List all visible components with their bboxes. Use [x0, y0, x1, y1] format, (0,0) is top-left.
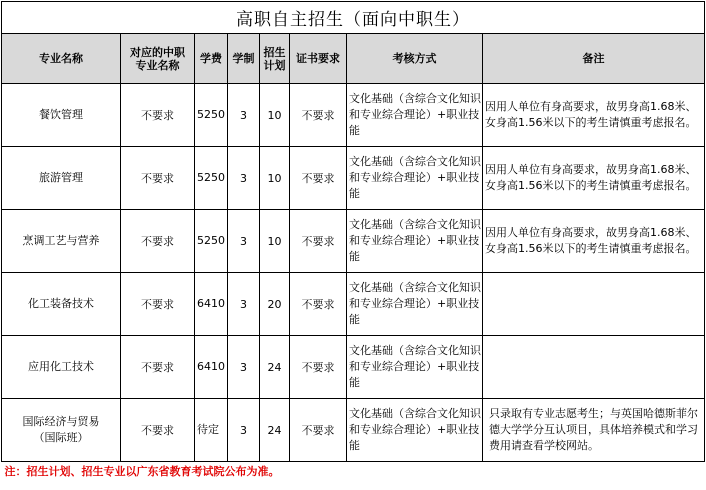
- cell-exam: 文化基础（含综合文化知识和专业综合理论）+职业技能: [347, 147, 483, 210]
- cell-corresponding: 不要求: [121, 273, 195, 336]
- header-major: 专业名称: [2, 34, 121, 84]
- cell-years: 3: [228, 273, 260, 336]
- cell-certificate: 不要求: [290, 399, 347, 462]
- header-years: 学制: [228, 34, 260, 84]
- cell-exam: 文化基础（含综合文化知识和专业综合理论）+职业技能: [347, 273, 483, 336]
- header-certificate: 证书要求: [290, 34, 347, 84]
- cell-certificate: 不要求: [290, 210, 347, 273]
- cell-certificate: 不要求: [290, 147, 347, 210]
- cell-remarks: [483, 273, 705, 336]
- cell-plan: 20: [260, 273, 290, 336]
- cell-years: 3: [228, 147, 260, 210]
- cell-fee: 6410: [195, 273, 228, 336]
- cell-major: 应用化工技术: [2, 336, 121, 399]
- cell-exam: 文化基础（含综合文化知识和专业综合理论）+职业技能: [347, 210, 483, 273]
- cell-certificate: 不要求: [290, 336, 347, 399]
- cell-major: 化工装备技术: [2, 273, 121, 336]
- header-corresponding: 对应的中职专业名称: [121, 34, 195, 84]
- cell-plan: 24: [260, 399, 290, 462]
- header-row: [2, 34, 705, 84]
- table-row: [2, 273, 705, 336]
- spreadsheet-view: [1, 1, 704, 480]
- cell-years: 3: [228, 84, 260, 147]
- cell-certificate: 不要求: [290, 273, 347, 336]
- cell-fee: 待定: [195, 399, 228, 462]
- cell-major: 餐饮管理: [2, 84, 121, 147]
- cell-exam: 文化基础（含综合文化知识和专业综合理论）+职业技能: [347, 84, 483, 147]
- cell-corresponding: 不要求: [121, 84, 195, 147]
- table-row: [2, 84, 705, 147]
- cell-certificate: 不要求: [290, 84, 347, 147]
- cell-plan: 10: [260, 84, 290, 147]
- footnote: 注：招生计划、招生专业以广东省教育考试院公布为准。: [4, 465, 280, 478]
- cell-corresponding: 不要求: [121, 336, 195, 399]
- cell-remarks: [483, 336, 705, 399]
- header-plan: 招生计划: [260, 34, 290, 84]
- cell-corresponding: 不要求: [121, 399, 195, 462]
- cell-plan: 10: [260, 210, 290, 273]
- header-fee: 学费: [195, 34, 228, 84]
- table-row: [2, 336, 705, 399]
- cell-fee: 5250: [195, 210, 228, 273]
- table-row: [2, 210, 705, 273]
- table-title: 高职自主招生（面向中职生）: [2, 2, 705, 34]
- cell-major: 烹调工艺与营养: [2, 210, 121, 273]
- cell-years: 3: [228, 210, 260, 273]
- cell-remarks: 因用人单位有身高要求，故男身高1.68米、女身高1.56米以下的考生请慎重考虑报名。: [483, 147, 705, 210]
- cell-years: 3: [228, 336, 260, 399]
- header-remarks: 备注: [483, 34, 705, 84]
- cell-fee: 6410: [195, 336, 228, 399]
- cell-remarks: 因用人单位有身高要求，故男身高1.68米、女身高1.56米以下的考生请慎重考虑报名。: [483, 84, 705, 147]
- cell-corresponding: 不要求: [121, 147, 195, 210]
- cell-corresponding: 不要求: [121, 210, 195, 273]
- cell-plan: 10: [260, 147, 290, 210]
- cell-plan: 24: [260, 336, 290, 399]
- cell-major: 国际经济与贸易（国际班）: [2, 399, 121, 462]
- cell-exam: 文化基础（含综合文化知识和专业综合理论）+职业技能: [347, 336, 483, 399]
- admissions-table: [1, 1, 705, 480]
- cell-fee: 5250: [195, 84, 228, 147]
- cell-fee: 5250: [195, 147, 228, 210]
- table-row: [2, 399, 705, 462]
- header-exam: 考核方式: [347, 34, 483, 84]
- cell-remarks: 只录取有专业志愿考生；与英国哈德斯菲尔德大学学分互认项目，具体培养模式和学习费用请查看学校网站。: [483, 399, 705, 462]
- cell-remarks: 因用人单位有身高要求，故男身高1.68米、女身高1.56米以下的考生请慎重考虑报名。: [483, 210, 705, 273]
- cell-exam: 文化基础（含综合文化知识和专业综合理论）+职业技能: [347, 399, 483, 462]
- cell-years: 3: [228, 399, 260, 462]
- cell-major: 旅游管理: [2, 147, 121, 210]
- table-row: [2, 147, 705, 210]
